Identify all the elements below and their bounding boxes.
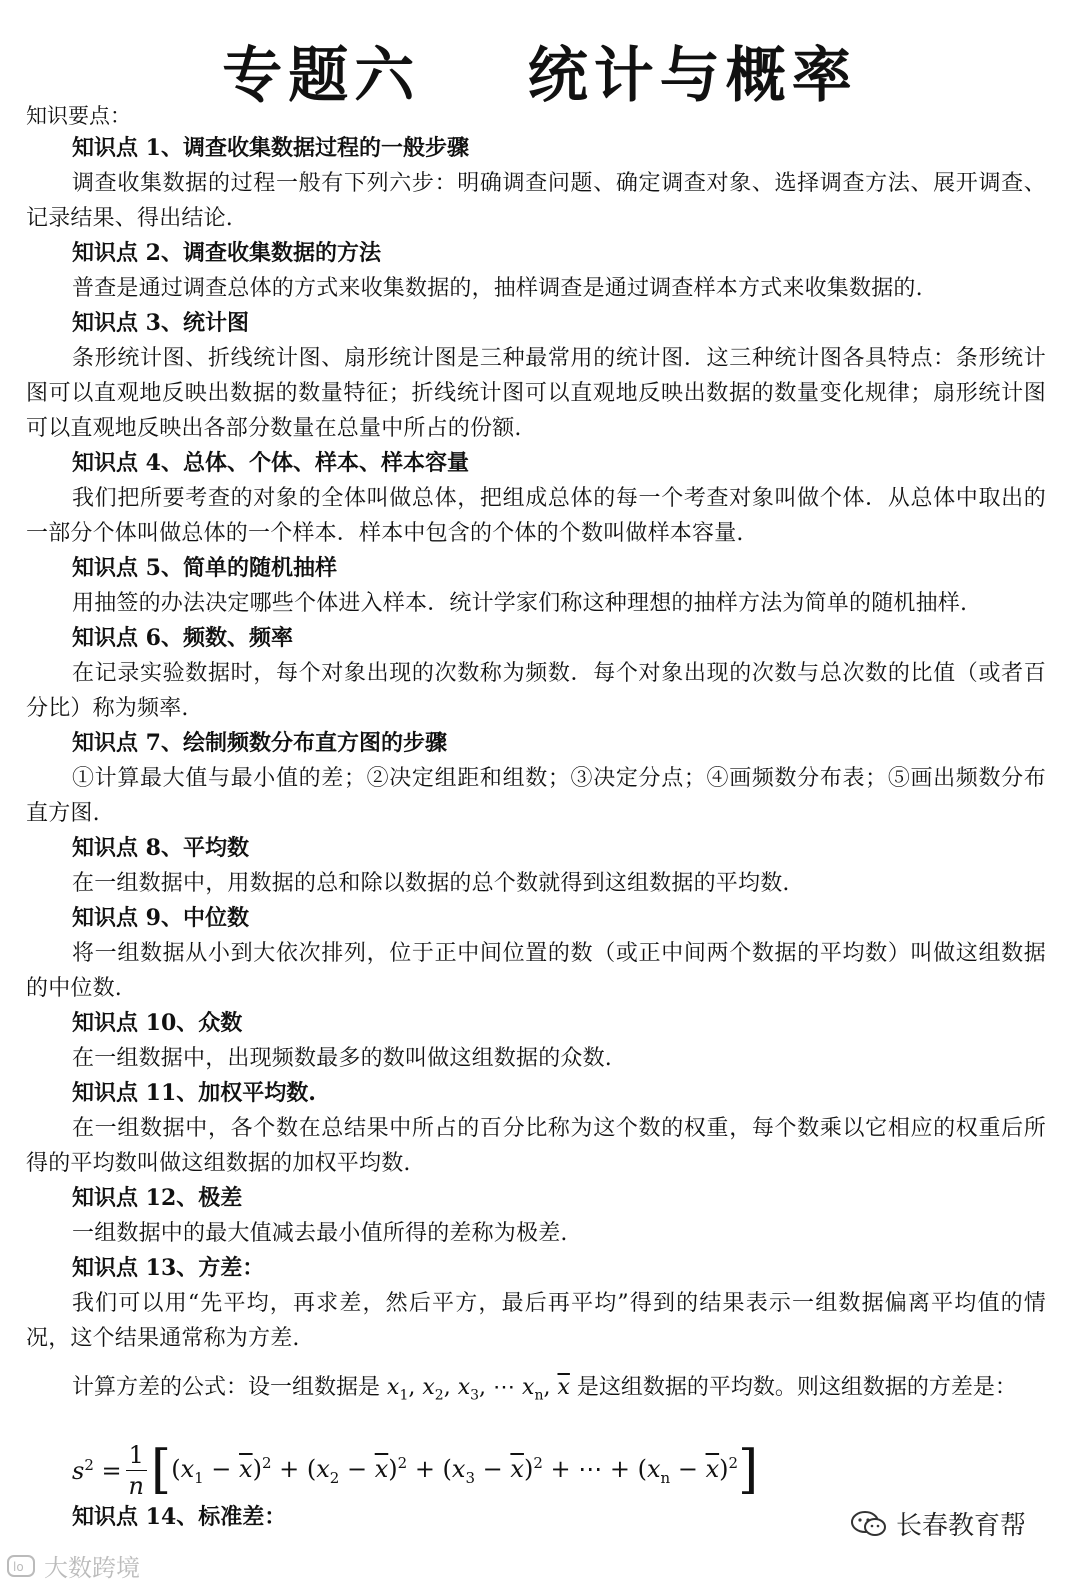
section-heading: 知识点 12、极差	[72, 1185, 243, 1211]
data-list-expression: $x_1$, $x_2$, $x_3$, ⋯ $x_n$, $\overline{x}$	[387, 1375, 570, 1404]
section-paragraph: 条形统计图、折线统计图、扇形统计图是三种最常用的统计图．这三种统计图各具特点：条形统计图可以直观地反映出数据的数量特征；折线统计图可以直观地反映出数据的数量变化规律；扇形统计图可以直观地反映出各部分数量在总量中所占的份额.	[26, 346, 1046, 441]
watermark-text: 大数跨境	[44, 1554, 140, 1582]
watermark	[6, 1548, 140, 1583]
section-7	[26, 726, 1046, 831]
section-8	[26, 831, 1046, 901]
section-paragraph: 在一组数据中，出现频数最多的数叫做这组数据的众数.	[72, 1046, 612, 1071]
section-9	[26, 901, 1046, 1006]
section-heading: 知识点 11、加权平均数.	[72, 1080, 316, 1106]
formula-intro-suffix: 是这组数据的平均数。则这组数据的方差是：	[576, 1375, 1017, 1400]
section-heading: 知识点 7、绘制频数分布直方图的步骤	[72, 730, 447, 756]
section-paragraph: 在一组数据中，各个数在总结果中所占的百分比称为这个数的权重，每个数乘以它相应的权重后所得的平均数叫做这组数据的加权平均数.	[26, 1116, 1046, 1176]
section-paragraph: 我们可以用“先平均，再求差，然后平方，最后再平均”得到的结果表示一组数据偏离平均值的情况，这个结果通常称为方差.	[26, 1291, 1046, 1351]
section-4	[26, 446, 1046, 551]
variance-formula-block	[26, 1370, 1046, 1505]
variance-formula: $s^2$ = $\frac{1}{n}$ [ $(x_1 - \overline{x})^2 + (x_2 - \overline{x})^2 + (x_3 - \overline{x})^2$ + ⋯ + $(x_n - \overline{x})^2$ ]	[72, 1440, 759, 1501]
section-paragraph: 在记录实验数据时，每个对象出现的次数称为频数．每个对象出现的次数与总次数的比值（或者百分比）称为频率.	[26, 661, 1046, 721]
wechat-icon	[850, 1509, 888, 1539]
section-12	[26, 1181, 1046, 1251]
section-heading: 知识点 10、众数	[72, 1010, 243, 1036]
section-1	[26, 131, 1046, 236]
wechat-account-mark	[850, 1505, 1026, 1542]
intro-label: 知识要点：	[26, 104, 131, 128]
section-3	[26, 306, 1046, 446]
wechat-account-name: 长春教育帮	[896, 1511, 1027, 1541]
section-11	[26, 1076, 1046, 1181]
section-heading: 知识点 6、频数、频率	[72, 625, 293, 651]
section-paragraph: 调查收集数据的过程一般有下列六步：明确调查问题、确定调查对象、选择调查方法、展开调查、记录结果、得出结论.	[26, 171, 1046, 231]
section-paragraph: 一组数据中的最大值减去最小值所得的差称为极差.	[72, 1221, 568, 1246]
content	[26, 131, 1046, 1505]
formula-intro-prefix: 计算方差的公式：设一组数据是	[72, 1375, 381, 1400]
section-paragraph: 将一组数据从小到大依次排列，位于正中间位置的数（或正中间两个数据的平均数）叫做这组数据的中位数.	[26, 941, 1046, 1001]
section-paragraph: ①计算最大值与最小值的差；②决定组距和组数；③决定分点；④画频数分布表；⑤画出频数分布直方图.	[26, 766, 1046, 826]
section-5	[26, 551, 1046, 621]
svg-text:lo: lo	[13, 1559, 24, 1574]
section-heading: 知识点 3、统计图	[72, 310, 249, 336]
fraction-one-over-n: $\frac{1}{n}$	[126, 1440, 147, 1501]
watermark-logo-icon	[6, 1553, 38, 1579]
section-6	[26, 621, 1046, 726]
section-heading: 知识点 2、调查收集数据的方法	[72, 240, 381, 266]
section-heading: 知识点 5、简单的随机抽样	[72, 555, 337, 581]
section-heading: 知识点 13、方差：	[72, 1255, 265, 1281]
section-heading: 知识点 1、调查收集数据过程的一般步骤	[72, 135, 469, 161]
section-heading: 知识点 9、中位数	[72, 905, 249, 931]
section-paragraph: 我们把所要考查的对象的全体叫做总体，把组成总体的每一个考查对象叫做个体．从总体中取出的一部分个体叫做总体的一个样本．样本中包含的个体的个数叫做样本容量.	[26, 486, 1046, 546]
section-paragraph: 在一组数据中，用数据的总和除以数据的总个数就得到这组数据的平均数.	[72, 871, 790, 896]
section-13	[26, 1251, 1046, 1356]
section-paragraph: 普查是通过调查总体的方式来收集数据的，抽样调查是通过调查样本方式来收集数据的.	[72, 276, 923, 301]
section-heading-14: 知识点 14、标准差：	[72, 1504, 287, 1530]
section-2	[26, 236, 1046, 306]
section-heading: 知识点 4、总体、个体、样本、样本容量	[72, 450, 469, 476]
page-title: 专题六 统计与概率	[222, 41, 858, 111]
section-paragraph: 用抽签的办法决定哪些个体进入样本．统计学家们称这种理想的抽样方法为简单的随机抽样.	[72, 591, 968, 616]
section-10	[26, 1006, 1046, 1076]
section-heading: 知识点 8、平均数	[72, 835, 249, 861]
formula-intro	[72, 1370, 1046, 1413]
